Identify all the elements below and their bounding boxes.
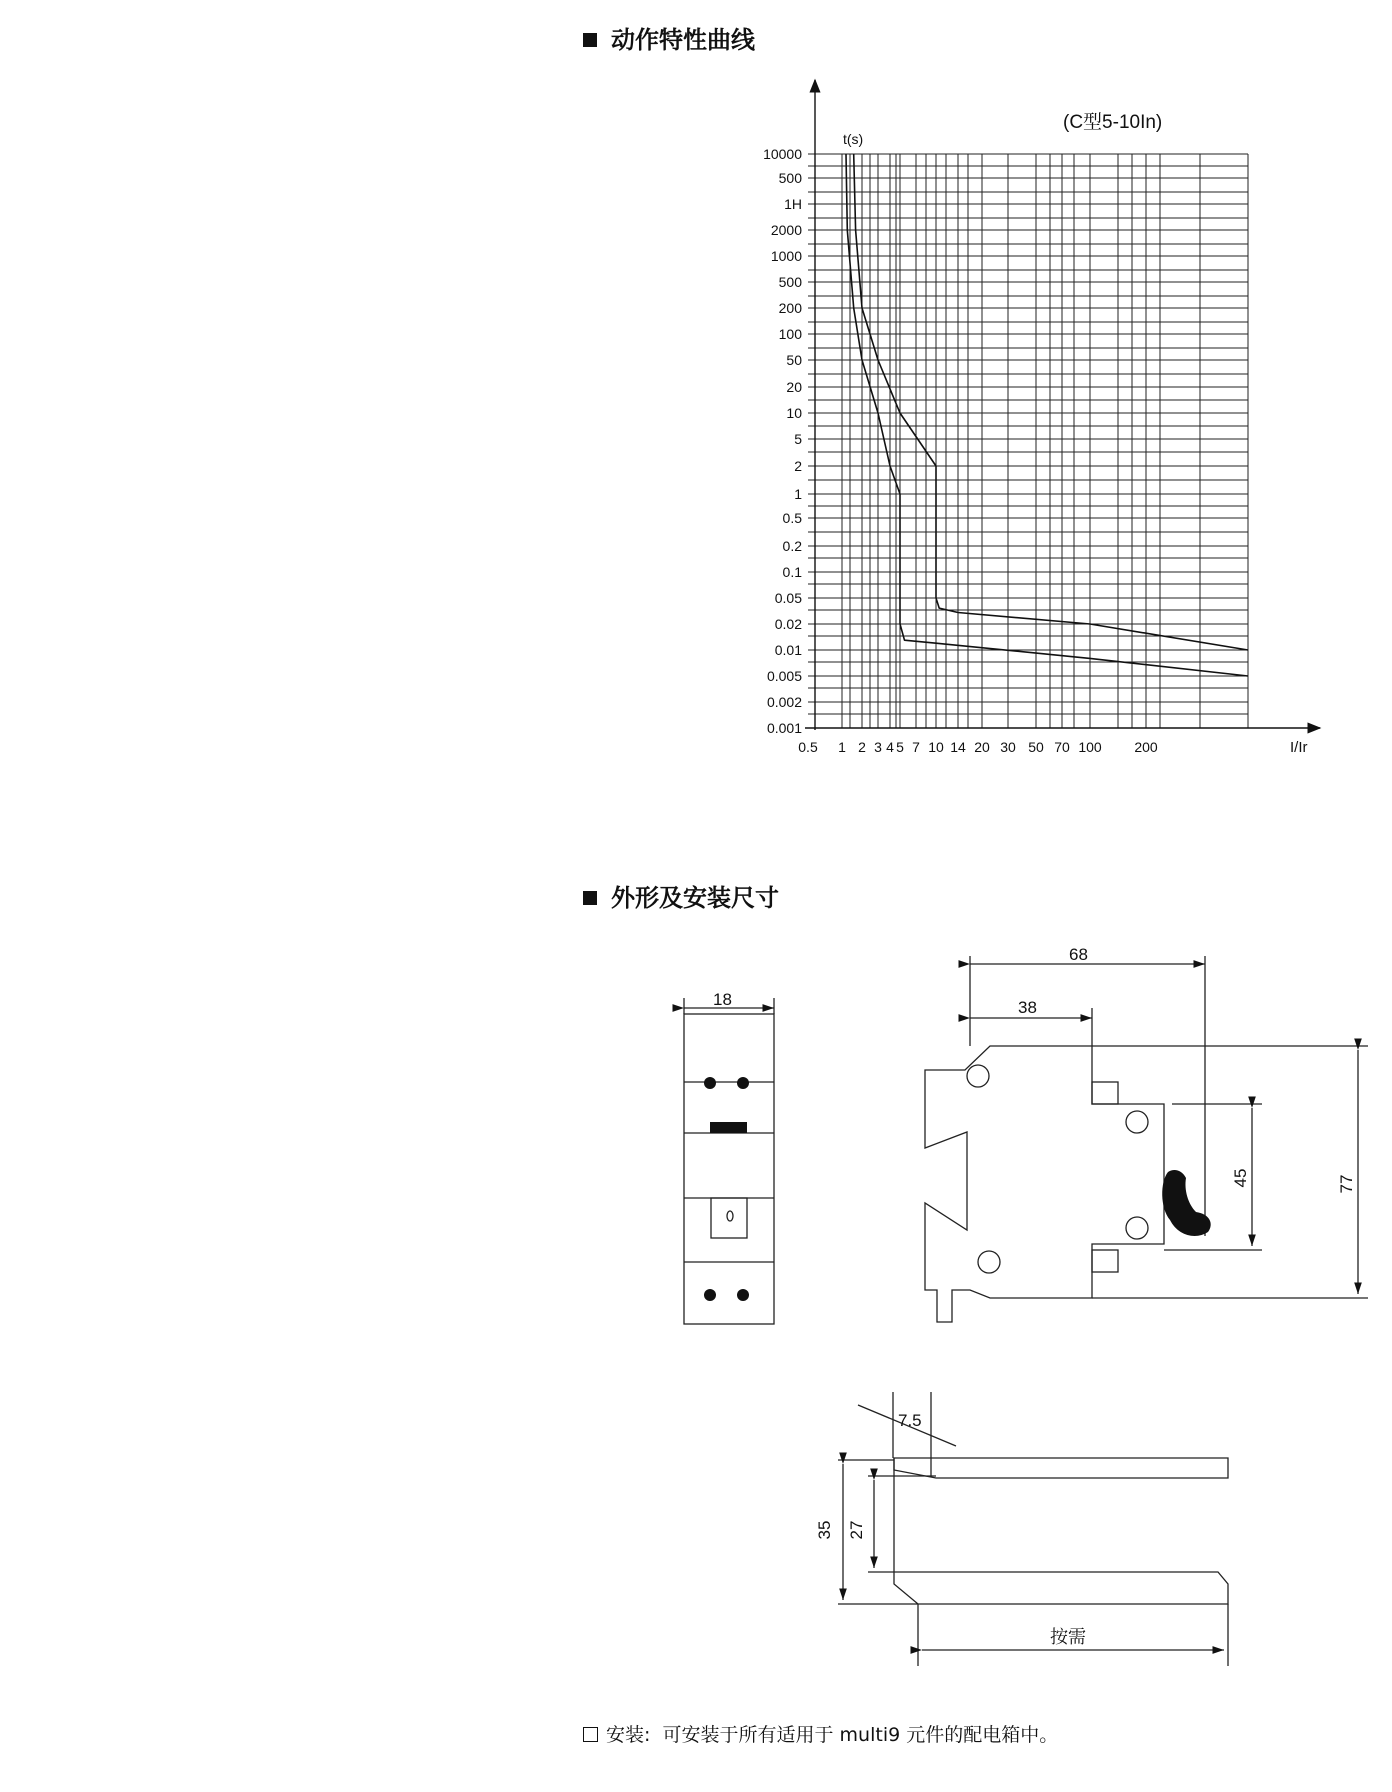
front-view-drawing <box>684 998 774 1324</box>
installation-note-label: 安装: <box>606 1724 651 1746</box>
y-tick-label: 0.001 <box>766 720 802 736</box>
dim-side-depth-total: 68 <box>1069 945 1088 964</box>
dim-side-depth-front: 38 <box>1018 998 1037 1017</box>
y-tick-label: 20 <box>786 379 802 395</box>
chart-title: (C型5-10In) <box>1063 112 1163 133</box>
y-tick-label: 0.1 <box>782 564 802 580</box>
installation-note-text: 可安装于所有适用于 multi9 元件的配电箱中。 <box>662 1724 1059 1746</box>
curve-section-title-text: 动作特性曲线 <box>611 26 755 54</box>
y-tick-label: 10000 <box>763 146 802 162</box>
x-tick-label: 5 <box>896 739 904 755</box>
checkbox-square-icon <box>583 1727 598 1742</box>
front-terminal-dot <box>704 1077 716 1089</box>
din-rail-drawing <box>838 1392 1228 1666</box>
y-tick-label: 0.5 <box>782 510 802 526</box>
y-tick-label: 2000 <box>770 222 802 238</box>
dim-rail-height-inner: 27 <box>847 1520 866 1540</box>
y-tick-label: 1H <box>784 196 802 212</box>
front-terminal-dot <box>737 1077 749 1089</box>
x-tick-label: 3 <box>874 739 882 755</box>
installation-note <box>583 1720 1058 1747</box>
x-tick-label: 200 <box>1134 739 1158 755</box>
y-tick-label: 1000 <box>770 248 802 264</box>
y-tick-label: 500 <box>778 170 802 186</box>
y-axis-label: t(s) <box>843 131 864 147</box>
dimension-section-title-text: 外形及安装尺寸 <box>611 884 779 912</box>
dim-side-height-total: 77 <box>1337 1174 1356 1194</box>
dim-rail-slot: 7.5 <box>898 1411 922 1430</box>
y-tick-label: 10 <box>786 405 802 421</box>
x-tick-label: 20 <box>974 739 990 755</box>
dim-rail-length: 按需 <box>1050 1627 1086 1647</box>
y-tick-label: 0.01 <box>774 642 802 658</box>
y-tick-label: 5 <box>794 431 802 447</box>
y-tick-label: 100 <box>778 326 802 342</box>
y-tick-label: 0.05 <box>774 590 802 606</box>
dim-rail-height-total: 35 <box>815 1520 834 1540</box>
side-view-drawing <box>925 956 1368 1322</box>
x-tick-label: 2 <box>858 739 866 755</box>
y-tick-label: 2 <box>794 458 802 474</box>
side-handle <box>1162 1170 1210 1236</box>
x-tick-label: 70 <box>1054 739 1070 755</box>
y-tick-label: 50 <box>786 352 802 368</box>
x-tick-label: 14 <box>950 739 966 755</box>
x-tick-label: 1 <box>838 739 846 755</box>
front-terminal-dot <box>737 1289 749 1301</box>
x-tick-label: 0.5 <box>798 739 818 755</box>
x-tick-label: 4 <box>886 739 894 755</box>
front-terminal-dot <box>704 1289 716 1301</box>
dim-side-height-front: 45 <box>1231 1168 1250 1188</box>
y-tick-label: 0.2 <box>782 538 802 554</box>
x-axis-label: I/Ir <box>1290 739 1308 756</box>
y-tick-label: 200 <box>778 300 802 316</box>
x-tick-label: 30 <box>1000 739 1016 755</box>
front-handle <box>710 1122 747 1133</box>
y-tick-label: 0.02 <box>774 616 802 632</box>
y-tick-label: 1 <box>794 486 802 502</box>
x-tick-label: 10 <box>928 739 944 755</box>
y-tick-label: 0.005 <box>766 668 802 684</box>
x-tick-label: 7 <box>912 739 920 755</box>
x-tick-label: 50 <box>1028 739 1044 755</box>
dim-front-width: 18 <box>713 990 732 1009</box>
x-tick-label: 100 <box>1078 739 1102 755</box>
y-tick-label: 0.002 <box>766 694 802 710</box>
y-tick-label: 500 <box>778 274 802 290</box>
